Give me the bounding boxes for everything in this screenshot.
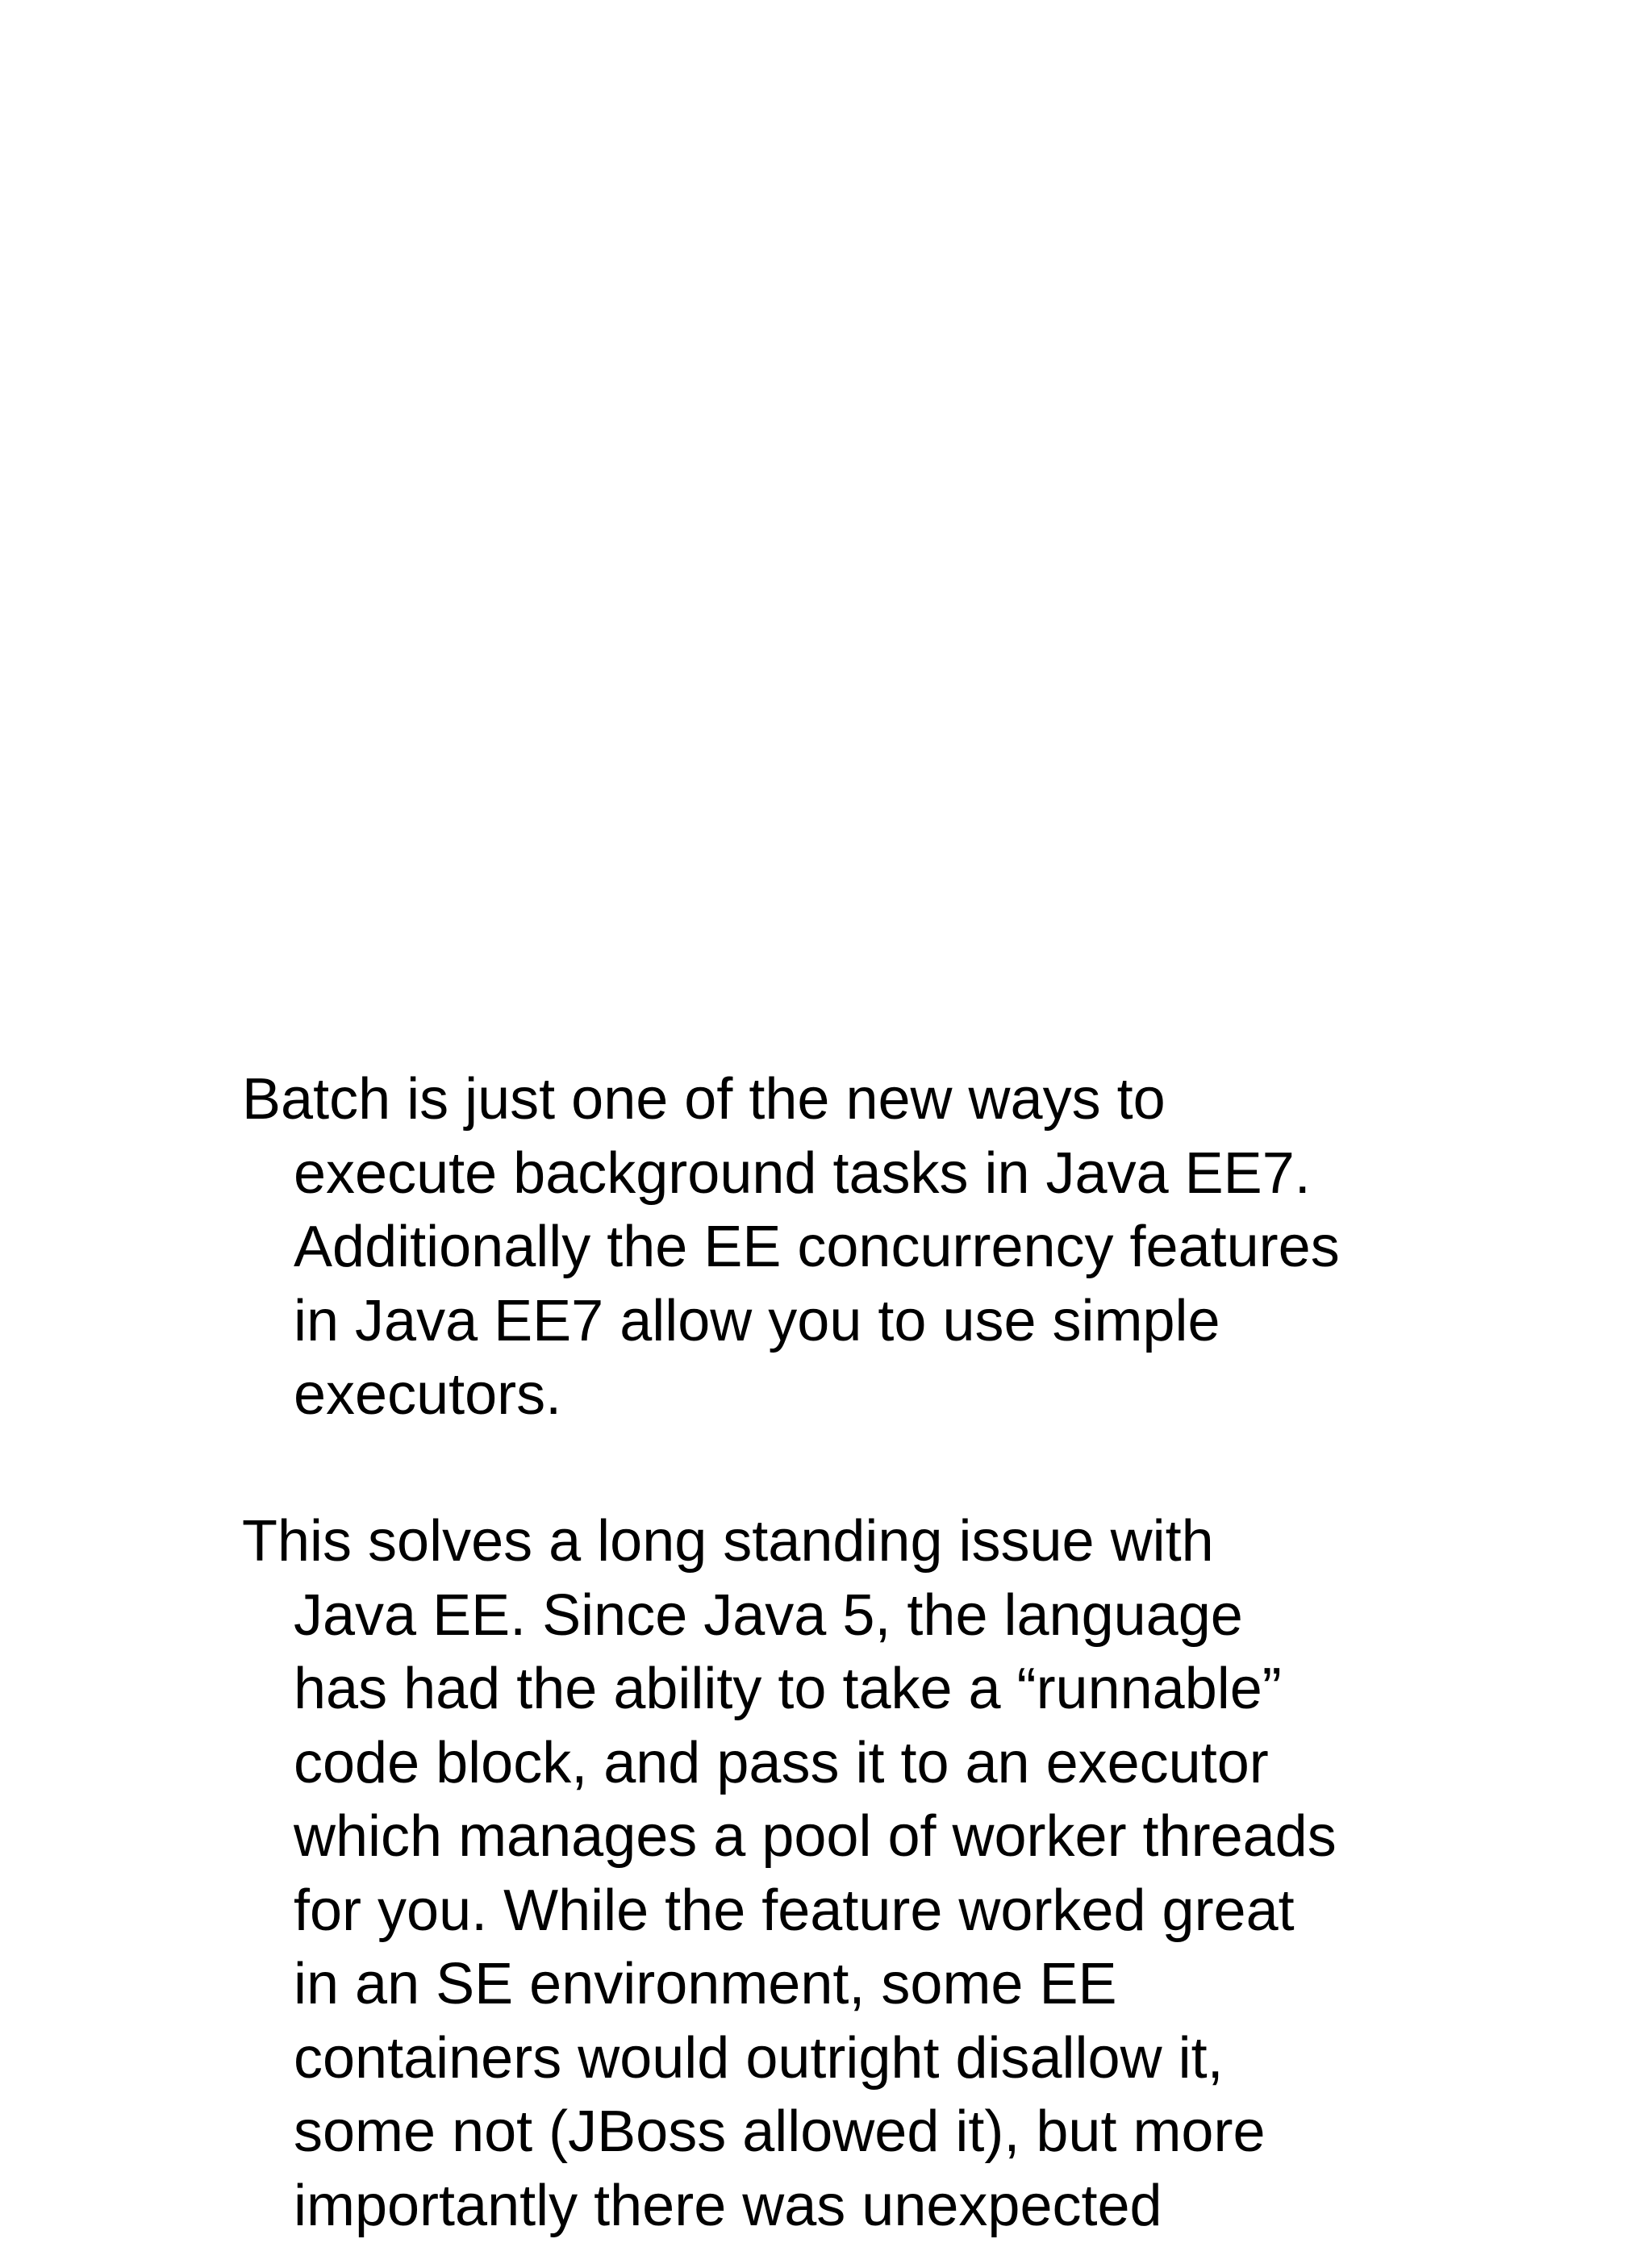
text-line: Java EE. Since Java 5, the language	[242, 1579, 1452, 1653]
text-line: executors.	[242, 1358, 1452, 1432]
text-line: for you. While the feature worked great	[242, 1874, 1452, 1949]
paragraph-concurrency-history	[242, 1505, 1452, 2243]
text-line: in Java EE7 allow you to use simple	[242, 1285, 1452, 1359]
text-line: Additionally the EE concurrency features	[242, 1211, 1452, 1285]
text-line: some not (JBoss allowed it), but more	[242, 2095, 1452, 2170]
text-line: This solves a long standing issue with	[242, 1505, 1452, 1579]
text-line: execute background tasks in Java EE7.	[242, 1137, 1452, 1211]
text-line: in an SE environment, some EE	[242, 1948, 1452, 2022]
text-line: importantly there was unexpected	[242, 2170, 1452, 2243]
text-line: has had the ability to take a “runnable”	[242, 1653, 1452, 1727]
text-line: which manages a pool of worker threads	[242, 1800, 1452, 1874]
text-line: code block, and pass it to an executor	[242, 1727, 1452, 1801]
paragraph-batch-intro	[242, 1063, 1452, 1432]
text-line: containers would outright disallow it,	[242, 2022, 1452, 2096]
text-line: Batch is just one of the new ways to	[242, 1063, 1452, 1137]
